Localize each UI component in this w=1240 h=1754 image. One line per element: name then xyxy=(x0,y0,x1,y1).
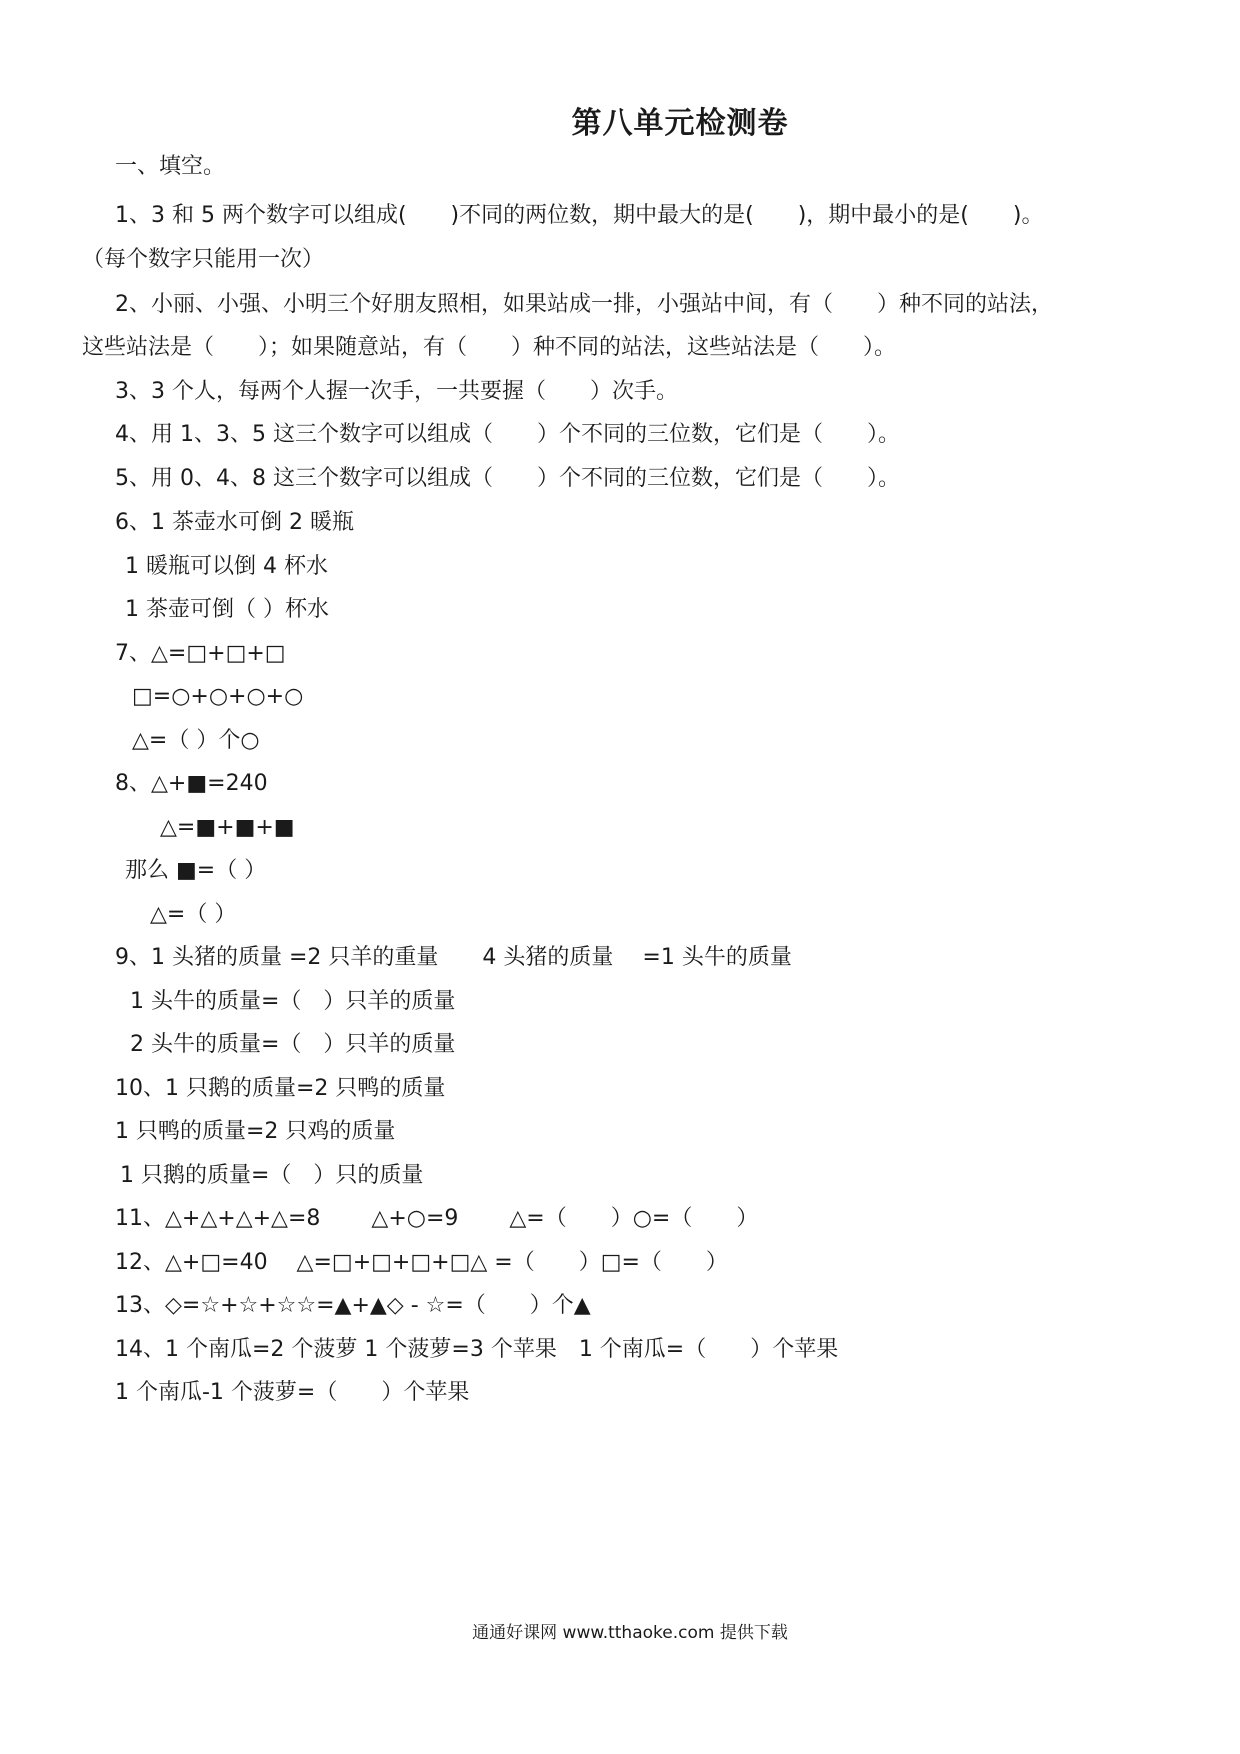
question-8: 8、△+■=240 xyxy=(115,771,268,796)
footer-credit: 通通好课网 www.tthaoke.com 提供下载 xyxy=(472,1623,788,1643)
question-6: 6、1 茶壶水可倒 2 暖瓶 xyxy=(115,510,354,535)
question-11: 11、△+△+△+△=8 △+○=9 △=（ ）○=（ ） xyxy=(115,1206,759,1231)
question-14-line-2: 1 个南瓜-1 个菠萝=（ ）个苹果 xyxy=(115,1380,470,1405)
question-8-line-3: 那么 ■=（ ） xyxy=(125,858,267,883)
question-5: 5、用 0、4、8 这三个数字可以组成（ ）个不同的三位数，它们是（ ）。 xyxy=(115,466,900,491)
question-9: 9、1 头猪的质量 =2 只羊的重量 4 头猪的质量 =1 头牛的质量 xyxy=(115,945,792,970)
question-8-line-4: △=（ ） xyxy=(150,902,237,927)
question-8-line-2: △=■+■+■ xyxy=(160,815,295,840)
question-2: 2、小丽、小强、小明三个好朋友照相，如果站成一排，小强站中间，有（ ）种不同的站法， xyxy=(115,292,1054,317)
question-7-line-2: □=○+○+○+○ xyxy=(132,684,304,709)
question-9-line-2: 1 头牛的质量=（ ）只羊的质量 xyxy=(130,989,456,1014)
question-10-line-3: 1 只鹅的质量=（ ）只的质量 xyxy=(120,1163,424,1188)
question-3: 3、3 个人，每两个人握一次手，一共要握（ ）次手。 xyxy=(115,379,678,404)
question-1: 1、3 和 5 两个数字可以组成( )不同的两位数，期中最大的是( )，期中最小的是( )。 xyxy=(115,203,1044,228)
page-title: 第八单元检测卷 xyxy=(571,106,789,141)
question-4: 4、用 1、3、5 这三个数字可以组成（ ）个不同的三位数，它们是（ ）。 xyxy=(115,422,900,447)
question-9-line-3: 2 头牛的质量=（ ）只羊的质量 xyxy=(130,1032,456,1057)
question-14: 14、1 个南瓜=2 个菠萝 1 个菠萝=3 个苹果 1 个南瓜=（ ）个苹果 xyxy=(115,1337,839,1362)
question-12: 12、△+□=40 △=□+□+□+□△ =（ ）□=（ ） xyxy=(115,1250,728,1275)
question-10: 10、1 只鹅的质量=2 只鸭的质量 xyxy=(115,1076,446,1101)
question-13: 13、◇=☆+☆+☆☆=▲+▲◇ - ☆=（ ）个▲ xyxy=(115,1293,591,1318)
question-10-line-2: 1 只鸭的质量=2 只鸡的质量 xyxy=(115,1119,396,1144)
question-2-continued: 这些站法是（ ）；如果随意站，有（ ）种不同的站法，这些站法是（ ）。 xyxy=(82,335,897,360)
question-6-line-2: 1 暖瓶可以倒 4 杯水 xyxy=(125,554,328,579)
section-heading: 一、填空。 xyxy=(115,154,226,179)
question-6-line-3: 1 茶壶可倒（ ）杯水 xyxy=(125,597,329,622)
question-1-note: （每个数字只能用一次） xyxy=(82,247,325,272)
question-7: 7、△=□+□+□ xyxy=(115,641,286,666)
question-7-line-3: △=（ ）个○ xyxy=(132,728,260,753)
